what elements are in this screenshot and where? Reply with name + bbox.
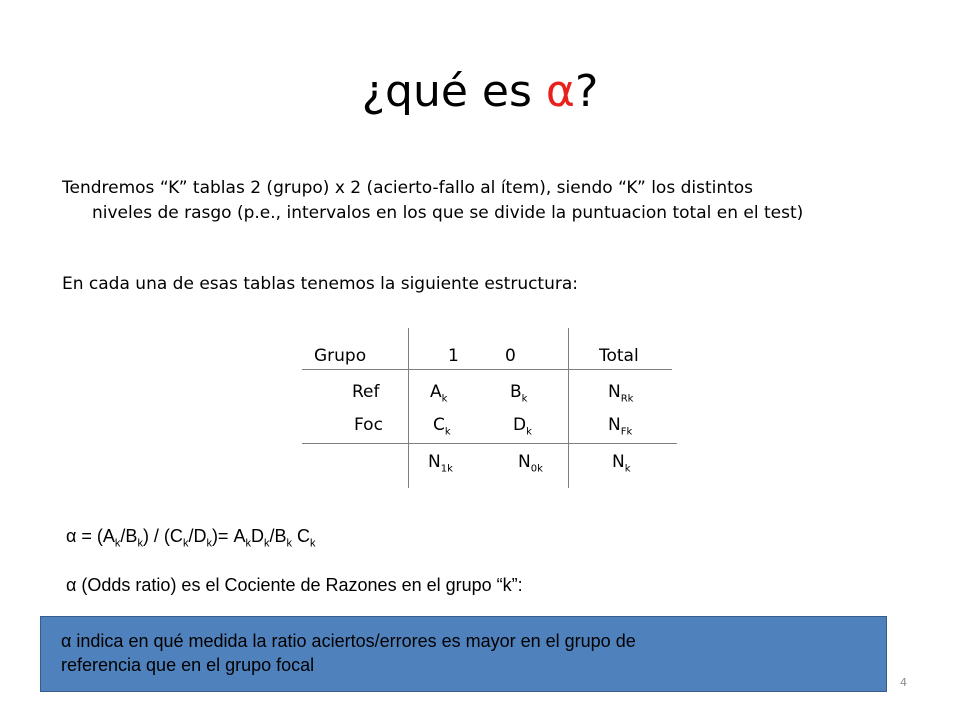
formula-part: /D <box>188 526 207 546</box>
formula-sub: k <box>263 537 270 550</box>
title-suffix: ? <box>574 66 599 117</box>
cell-ref-1-main: A <box>430 382 442 402</box>
cell-grand-total <box>612 450 631 481</box>
intro-line-2: niveles de rasgo (p.e., intervalos en los que se divide la puntuacion total en el test) <box>92 203 804 223</box>
cell-total-0 <box>518 450 543 481</box>
cell-foc-total-sub: Fk <box>620 426 633 438</box>
formula-sub: k <box>286 537 292 550</box>
cell-total-1 <box>428 450 453 481</box>
cell-total-1-sub: 1k <box>440 463 453 475</box>
cell-foc-total-main: N <box>608 415 621 435</box>
structure-paragraph: En cada una de esas tablas tenemos la siguiente estructura: <box>62 274 579 294</box>
cell-foc-0 <box>513 413 532 444</box>
header-col-1: 1 <box>448 346 459 366</box>
highlight-line-2: referencia que en el grupo focal <box>61 655 315 675</box>
formula-part: C <box>291 526 310 546</box>
formula-part: D <box>250 526 264 546</box>
formula-sub: k <box>206 537 212 550</box>
cell-ref-0-sub: k <box>521 393 528 405</box>
cell-foc-0-main: D <box>513 415 527 435</box>
row-label-ref: Ref <box>352 382 380 402</box>
alpha-formula <box>66 523 315 557</box>
title-prefix: ¿qué es <box>361 66 546 117</box>
odds-ratio-text: α (Odds ratio) es el Cociente de Razones en el grupo “k”: <box>66 575 523 595</box>
formula-part: /B <box>269 526 287 546</box>
cell-ref-total-main: N <box>608 382 621 402</box>
formula-part: /B <box>120 526 138 546</box>
cell-ref-0-main: B <box>510 382 522 402</box>
formula-part: ) / (C <box>142 526 183 546</box>
cell-ref-total <box>608 380 633 411</box>
formula-part: α = (A <box>66 526 115 546</box>
cell-ref-total-sub: Rk <box>620 393 634 405</box>
row-label-foc: Foc <box>354 415 383 435</box>
table-hline-header <box>302 369 672 370</box>
header-grupo: Grupo <box>314 346 367 366</box>
header-total: Total <box>599 346 639 366</box>
cell-total-0-sub: 0k <box>530 463 543 475</box>
highlight-box <box>40 616 887 692</box>
cell-grand-total-sub: k <box>624 463 631 475</box>
table-vline-right <box>568 328 569 488</box>
highlight-line-1: α indica en qué medida la ratio aciertos/errores es mayor en el grupo de <box>61 631 636 651</box>
cell-ref-1 <box>430 380 447 411</box>
formula-part: )= A <box>211 526 246 546</box>
cell-ref-1-sub: k <box>441 393 448 405</box>
cell-foc-1-main: C <box>433 415 445 435</box>
cell-foc-total <box>608 413 632 444</box>
intro-line-1: Tendremos “K” tablas 2 (grupo) x 2 (acierto-fallo al ítem), siendo “K” los distintos <box>62 178 754 198</box>
header-col-0: 0 <box>505 346 516 366</box>
title-alpha: α <box>545 66 575 117</box>
formula-sub: k <box>309 537 316 550</box>
cell-total-1-main: N <box>428 452 441 472</box>
cell-foc-1-sub: k <box>444 426 451 438</box>
cell-foc-0-sub: k <box>526 426 532 438</box>
table-vline-left <box>408 328 409 488</box>
page-number: 4 <box>900 676 907 689</box>
formula-sub: k <box>137 537 143 550</box>
formula-sub: k <box>245 537 251 550</box>
cell-grand-total-main: N <box>612 452 625 472</box>
formula-sub: k <box>114 537 121 550</box>
cell-total-0-main: N <box>518 452 531 472</box>
cell-foc-1 <box>433 413 451 444</box>
cell-ref-0 <box>510 380 527 411</box>
formula-sub: k <box>182 537 189 550</box>
